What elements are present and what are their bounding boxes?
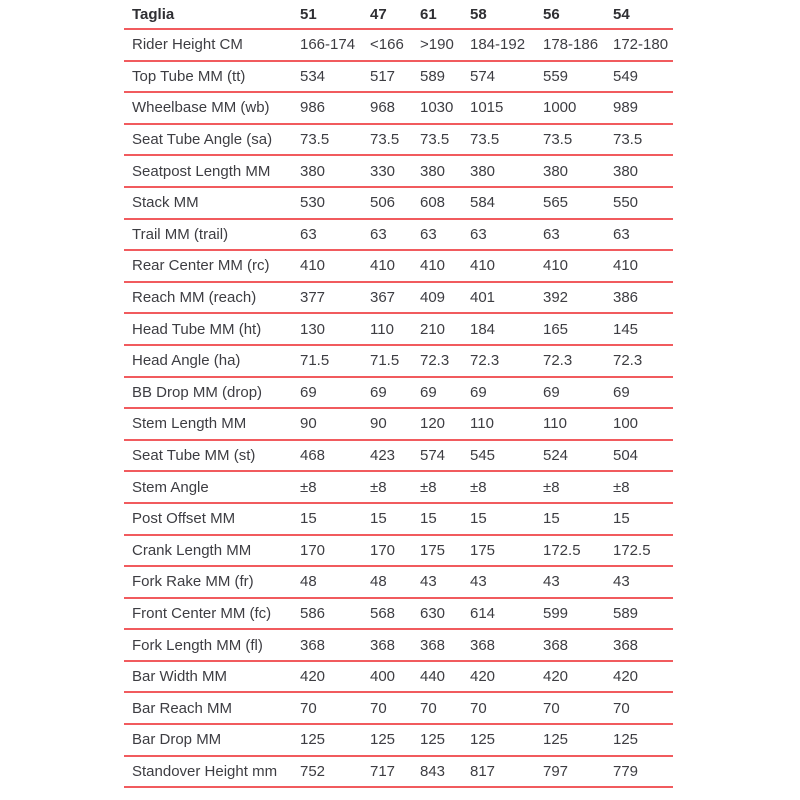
spec-label-cell: Stem Length MM xyxy=(124,408,300,440)
spec-value-cell: ±8 xyxy=(420,471,470,503)
table-row xyxy=(124,440,673,472)
spec-value-cell: 568 xyxy=(370,598,420,630)
spec-label-cell: Rider Height CM xyxy=(124,29,300,61)
spec-value-cell: ±8 xyxy=(613,471,673,503)
spec-value-cell: 368 xyxy=(370,629,420,661)
spec-value-cell: 559 xyxy=(543,61,613,93)
spec-label-cell: Stem Angle xyxy=(124,471,300,503)
spec-value-cell: 400 xyxy=(370,661,420,693)
spec-value-cell: 380 xyxy=(470,155,543,187)
spec-value-cell: 69 xyxy=(613,377,673,409)
spec-value-cell: 73.5 xyxy=(420,124,470,156)
table-row xyxy=(124,535,673,567)
table-row xyxy=(124,124,673,156)
spec-label-cell: Front Center MM (fc) xyxy=(124,598,300,630)
spec-value-cell: 530 xyxy=(300,187,370,219)
size-column-header: 47 xyxy=(370,0,420,29)
spec-value-cell: 63 xyxy=(613,219,673,251)
spec-value-cell: 409 xyxy=(420,282,470,314)
spec-value-cell: 15 xyxy=(370,503,420,535)
spec-label-cell: Seat Tube Angle (sa) xyxy=(124,124,300,156)
spec-value-cell: 380 xyxy=(543,155,613,187)
spec-label-cell: Seat Tube MM (st) xyxy=(124,440,300,472)
table-row xyxy=(124,629,673,661)
spec-value-cell: 1030 xyxy=(420,92,470,124)
spec-value-cell: 614 xyxy=(470,598,543,630)
size-column-header: 56 xyxy=(543,0,613,29)
spec-value-cell: 549 xyxy=(613,61,673,93)
spec-value-cell: 420 xyxy=(543,661,613,693)
spec-value-cell: 69 xyxy=(370,377,420,409)
spec-value-cell: 72.3 xyxy=(543,345,613,377)
spec-value-cell: 125 xyxy=(300,724,370,756)
spec-value-cell: 73.5 xyxy=(300,124,370,156)
spec-value-cell: 72.3 xyxy=(470,345,543,377)
spec-value-cell: 550 xyxy=(613,187,673,219)
spec-label-cell: Trail MM (trail) xyxy=(124,219,300,251)
spec-value-cell: 120 xyxy=(420,408,470,440)
spec-value-cell: 410 xyxy=(420,250,470,282)
spec-value-cell: 145 xyxy=(613,313,673,345)
spec-value-cell: 410 xyxy=(370,250,420,282)
spec-label-cell: Post Offset MM xyxy=(124,503,300,535)
spec-value-cell: ±8 xyxy=(370,471,420,503)
spec-value-cell: ±8 xyxy=(300,471,370,503)
spec-value-cell: 170 xyxy=(300,535,370,567)
spec-value-cell: 368 xyxy=(300,629,370,661)
spec-value-cell: 43 xyxy=(543,566,613,598)
spec-value-cell: 73.5 xyxy=(613,124,673,156)
spec-value-cell: 125 xyxy=(543,724,613,756)
spec-value-cell: 589 xyxy=(420,61,470,93)
spec-label-cell: Bar Reach MM xyxy=(124,692,300,724)
spec-value-cell: 545 xyxy=(470,440,543,472)
spec-value-cell: 468 xyxy=(300,440,370,472)
spec-value-cell: 175 xyxy=(420,535,470,567)
spec-value-cell: <166 xyxy=(370,29,420,61)
spec-value-cell: 172-180 xyxy=(613,29,673,61)
spec-value-cell: 110 xyxy=(470,408,543,440)
size-column-header: 51 xyxy=(300,0,370,29)
taglia-header-cell: Taglia xyxy=(124,0,300,29)
table-row xyxy=(124,408,673,440)
spec-value-cell: 517 xyxy=(370,61,420,93)
spec-value-cell: 90 xyxy=(370,408,420,440)
table-row xyxy=(124,503,673,535)
spec-value-cell: 630 xyxy=(420,598,470,630)
spec-value-cell: 15 xyxy=(300,503,370,535)
spec-value-cell: ±8 xyxy=(470,471,543,503)
spec-value-cell: 175 xyxy=(470,535,543,567)
spec-value-cell: 15 xyxy=(420,503,470,535)
table-header xyxy=(124,0,673,29)
spec-value-cell: 1000 xyxy=(543,92,613,124)
spec-value-cell: 392 xyxy=(543,282,613,314)
spec-value-cell: ±8 xyxy=(543,471,613,503)
table-row xyxy=(124,29,673,61)
spec-value-cell: 165 xyxy=(543,313,613,345)
spec-value-cell: 15 xyxy=(613,503,673,535)
table-row xyxy=(124,187,673,219)
table-row xyxy=(124,756,673,788)
spec-value-cell: 589 xyxy=(613,598,673,630)
spec-value-cell: 43 xyxy=(613,566,673,598)
table-row xyxy=(124,598,673,630)
spec-value-cell: 817 xyxy=(470,756,543,788)
spec-value-cell: 166-174 xyxy=(300,29,370,61)
spec-value-cell: 125 xyxy=(613,724,673,756)
spec-value-cell: 420 xyxy=(470,661,543,693)
spec-value-cell: 752 xyxy=(300,756,370,788)
spec-value-cell: 380 xyxy=(300,155,370,187)
spec-value-cell: 986 xyxy=(300,92,370,124)
spec-value-cell: 172.5 xyxy=(543,535,613,567)
spec-value-cell: 608 xyxy=(420,187,470,219)
spec-value-cell: 63 xyxy=(543,219,613,251)
spec-value-cell: 420 xyxy=(613,661,673,693)
spec-label-cell: Stack MM xyxy=(124,187,300,219)
spec-value-cell: 380 xyxy=(613,155,673,187)
spec-value-cell: 368 xyxy=(543,629,613,661)
spec-value-cell: 440 xyxy=(420,661,470,693)
spec-value-cell: 989 xyxy=(613,92,673,124)
spec-value-cell: 534 xyxy=(300,61,370,93)
spec-value-cell: 410 xyxy=(543,250,613,282)
spec-value-cell: 377 xyxy=(300,282,370,314)
spec-value-cell: 170 xyxy=(370,535,420,567)
table-row xyxy=(124,661,673,693)
spec-label-cell: Crank Length MM xyxy=(124,535,300,567)
spec-value-cell: 73.5 xyxy=(543,124,613,156)
spec-label-cell: Reach MM (reach) xyxy=(124,282,300,314)
spec-value-cell: >190 xyxy=(420,29,470,61)
table-row xyxy=(124,155,673,187)
spec-value-cell: 48 xyxy=(370,566,420,598)
spec-value-cell: 15 xyxy=(470,503,543,535)
spec-value-cell: 574 xyxy=(470,61,543,93)
spec-value-cell: 73.5 xyxy=(470,124,543,156)
spec-value-cell: 368 xyxy=(470,629,543,661)
spec-value-cell: 73.5 xyxy=(370,124,420,156)
spec-label-cell: Bar Drop MM xyxy=(124,724,300,756)
spec-value-cell: 15 xyxy=(543,503,613,535)
spec-value-cell: 410 xyxy=(300,250,370,282)
size-column-header: 54 xyxy=(613,0,673,29)
spec-value-cell: 184-192 xyxy=(470,29,543,61)
spec-value-cell: 410 xyxy=(613,250,673,282)
spec-value-cell: 524 xyxy=(543,440,613,472)
spec-value-cell: 1015 xyxy=(470,92,543,124)
spec-label-cell: Fork Length MM (fl) xyxy=(124,629,300,661)
table-row xyxy=(124,282,673,314)
spec-value-cell: 797 xyxy=(543,756,613,788)
header-row xyxy=(124,0,673,29)
table-body xyxy=(124,29,673,787)
spec-value-cell: 599 xyxy=(543,598,613,630)
table-row xyxy=(124,566,673,598)
spec-value-cell: 71.5 xyxy=(370,345,420,377)
spec-value-cell: 586 xyxy=(300,598,370,630)
spec-value-cell: 420 xyxy=(300,661,370,693)
spec-value-cell: 368 xyxy=(613,629,673,661)
spec-label-cell: Head Tube MM (ht) xyxy=(124,313,300,345)
spec-value-cell: 130 xyxy=(300,313,370,345)
spec-value-cell: 779 xyxy=(613,756,673,788)
spec-value-cell: 506 xyxy=(370,187,420,219)
spec-value-cell: 63 xyxy=(470,219,543,251)
spec-value-cell: 70 xyxy=(470,692,543,724)
spec-value-cell: 423 xyxy=(370,440,420,472)
table-row xyxy=(124,471,673,503)
spec-value-cell: 968 xyxy=(370,92,420,124)
size-column-header: 58 xyxy=(470,0,543,29)
spec-value-cell: 565 xyxy=(543,187,613,219)
spec-value-cell: 330 xyxy=(370,155,420,187)
spec-value-cell: 125 xyxy=(420,724,470,756)
spec-value-cell: 70 xyxy=(613,692,673,724)
spec-value-cell: 367 xyxy=(370,282,420,314)
table-row xyxy=(124,250,673,282)
spec-value-cell: 110 xyxy=(370,313,420,345)
spec-value-cell: 63 xyxy=(420,219,470,251)
spec-value-cell: 43 xyxy=(470,566,543,598)
spec-value-cell: 70 xyxy=(370,692,420,724)
spec-value-cell: 401 xyxy=(470,282,543,314)
spec-value-cell: 184 xyxy=(470,313,543,345)
table-row xyxy=(124,313,673,345)
spec-label-cell: Bar Width MM xyxy=(124,661,300,693)
spec-value-cell: 90 xyxy=(300,408,370,440)
spec-value-cell: 125 xyxy=(470,724,543,756)
geometry-table xyxy=(124,0,673,788)
spec-value-cell: 210 xyxy=(420,313,470,345)
spec-label-cell: Top Tube MM (tt) xyxy=(124,61,300,93)
spec-value-cell: 63 xyxy=(370,219,420,251)
spec-value-cell: 70 xyxy=(543,692,613,724)
spec-value-cell: 63 xyxy=(300,219,370,251)
table-row xyxy=(124,724,673,756)
spec-value-cell: 72.3 xyxy=(420,345,470,377)
spec-value-cell: 386 xyxy=(613,282,673,314)
spec-value-cell: 717 xyxy=(370,756,420,788)
spec-value-cell: 584 xyxy=(470,187,543,219)
table-row xyxy=(124,377,673,409)
spec-value-cell: 100 xyxy=(613,408,673,440)
spec-value-cell: 69 xyxy=(300,377,370,409)
spec-value-cell: 504 xyxy=(613,440,673,472)
spec-value-cell: 843 xyxy=(420,756,470,788)
spec-value-cell: 72.3 xyxy=(613,345,673,377)
table-row xyxy=(124,219,673,251)
table-row xyxy=(124,345,673,377)
table-row xyxy=(124,92,673,124)
spec-label-cell: Fork Rake MM (fr) xyxy=(124,566,300,598)
spec-label-cell: BB Drop MM (drop) xyxy=(124,377,300,409)
spec-value-cell: 172.5 xyxy=(613,535,673,567)
spec-value-cell: 178-186 xyxy=(543,29,613,61)
spec-label-cell: Head Angle (ha) xyxy=(124,345,300,377)
spec-value-cell: 70 xyxy=(300,692,370,724)
spec-value-cell: 71.5 xyxy=(300,345,370,377)
spec-value-cell: 48 xyxy=(300,566,370,598)
size-column-header: 61 xyxy=(420,0,470,29)
spec-value-cell: 368 xyxy=(420,629,470,661)
spec-value-cell: 574 xyxy=(420,440,470,472)
spec-label-cell: Wheelbase MM (wb) xyxy=(124,92,300,124)
table-row xyxy=(124,692,673,724)
spec-value-cell: 380 xyxy=(420,155,470,187)
spec-value-cell: 70 xyxy=(420,692,470,724)
spec-value-cell: 69 xyxy=(420,377,470,409)
table-row xyxy=(124,61,673,93)
spec-value-cell: 125 xyxy=(370,724,420,756)
spec-label-cell: Standover Height mm xyxy=(124,756,300,788)
spec-value-cell: 43 xyxy=(420,566,470,598)
spec-value-cell: 410 xyxy=(470,250,543,282)
spec-label-cell: Seatpost Length MM xyxy=(124,155,300,187)
spec-value-cell: 69 xyxy=(543,377,613,409)
spec-value-cell: 69 xyxy=(470,377,543,409)
spec-value-cell: 110 xyxy=(543,408,613,440)
spec-label-cell: Rear Center MM (rc) xyxy=(124,250,300,282)
